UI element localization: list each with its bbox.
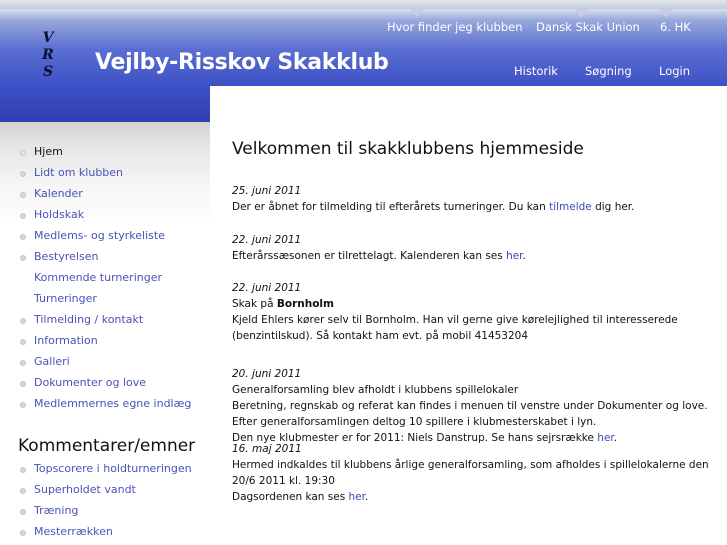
news-text: Efter generalforsamlingen deltog 10 spillere i klubmesterskabet i lyn. xyxy=(232,416,597,428)
nav-soegning[interactable]: Søgning xyxy=(585,64,632,78)
top-strip xyxy=(0,0,727,9)
sidebar-item[interactable]: Tilmelding / kontakt xyxy=(20,312,191,333)
sidebar-item[interactable]: Medlemmernes egne indlæg xyxy=(20,396,191,417)
sidebar-item[interactable]: Dokumenter og love xyxy=(20,375,191,396)
comment-topic-item[interactable]: Topscorere i holdturneringen xyxy=(20,461,192,482)
logo-letter: R xyxy=(42,47,54,63)
sidebar-item[interactable]: Turneringer xyxy=(34,292,97,305)
news-text: Skak på xyxy=(232,298,277,310)
caret-down-icon xyxy=(659,9,673,17)
sidebar-item[interactable]: Lidt om klubben xyxy=(20,165,191,186)
news-line xyxy=(232,398,708,414)
news-text: Dagsordenen kan ses xyxy=(232,491,349,503)
news-line xyxy=(232,296,692,312)
news-line xyxy=(232,328,692,344)
news-text: (benzintilskud). Så kontakt ham evt. på mobil 41453204 xyxy=(232,330,529,342)
nav-historik[interactable]: Historik xyxy=(514,64,558,78)
news-item xyxy=(232,280,692,344)
news-link[interactable]: her xyxy=(348,491,365,503)
news-text: Generalforsamling blev afholdt i klubbens spillelokaler xyxy=(232,384,519,396)
sidebar-menu xyxy=(20,144,191,417)
news-text: dig her. xyxy=(591,201,635,213)
sidebar-item[interactable]: Medlems- og styrkeliste xyxy=(20,228,191,249)
news-item xyxy=(232,232,692,264)
nav-dansk-skak-union[interactable]: Dansk Skak Union xyxy=(536,20,640,34)
news-item xyxy=(232,183,692,215)
news-date: 16. maj 2011 xyxy=(232,443,302,455)
sidebar-item[interactable]: Kommende turneringer xyxy=(34,271,162,284)
news-text: Der er åbnet for tilmelding til efterårets turneringer. Du kan xyxy=(232,201,550,213)
news-link[interactable]: tilmelde xyxy=(549,201,592,213)
comment-topic-item[interactable]: Træning xyxy=(20,503,192,524)
sidebar-item[interactable]: Galleri xyxy=(20,354,191,375)
caret-down-icon xyxy=(410,9,424,17)
news-text: Efterårssæsonen er tilrettelagt. Kalenderen kan ses xyxy=(232,250,507,262)
news-text: . xyxy=(522,250,526,262)
page-title: Velkommen til skakklubbens hjemmeside xyxy=(232,139,584,159)
news-item xyxy=(232,441,709,505)
site-title[interactable]: Vejlby-Risskov Skakklub xyxy=(95,50,389,75)
logo-letter: S xyxy=(42,64,54,80)
news-link[interactable]: her xyxy=(597,432,614,444)
news-text: Den nye klubmester er for 2011: Niels Danstrup. Se hans sejrsrække xyxy=(232,432,598,444)
news-line xyxy=(232,312,692,328)
comment-topic-item[interactable]: Superholdet vandt xyxy=(20,482,192,503)
news-text: 20/6 2011 kl. 19:30 xyxy=(232,475,335,487)
news-line xyxy=(232,473,692,489)
sidebar-item[interactable]: Information xyxy=(20,333,191,354)
sidebar-item[interactable]: Kalender xyxy=(20,186,191,207)
news-line xyxy=(232,489,692,505)
logo-letter: V xyxy=(42,30,54,46)
club-logo[interactable] xyxy=(38,30,58,81)
sidebar-item[interactable]: Bestyrelsen xyxy=(20,249,191,270)
news-line xyxy=(232,199,692,215)
comments-menu xyxy=(20,461,192,545)
nav-login[interactable]: Login xyxy=(659,64,691,78)
news-item xyxy=(232,366,708,446)
news-date: 22. juni 2011 xyxy=(232,282,302,294)
sidebar-item[interactable]: Holdskak xyxy=(20,207,191,228)
news-line xyxy=(232,414,692,430)
news-link[interactable]: her xyxy=(506,250,523,262)
news-date: 25. juni 2011 xyxy=(232,185,302,197)
news-line xyxy=(232,382,692,398)
comment-topic-item[interactable]: Mesterrækken xyxy=(20,524,192,545)
news-line xyxy=(232,457,709,473)
news-line xyxy=(232,248,692,264)
news-bold-text: Bornholm xyxy=(276,298,334,310)
news-date: 20. juni 2011 xyxy=(232,368,302,380)
nav-hvor-finder-jeg-klubben[interactable]: Hvor finder jeg klubben xyxy=(387,20,523,34)
caret-down-icon xyxy=(574,9,588,17)
news-date: 22. juni 2011 xyxy=(232,234,302,246)
news-text: Hermed indkaldes til klubbens årlige generalforsamling, som afholdes i spillelokalerne den xyxy=(232,459,709,471)
news-text: Beretning, regnskab og referat kan findes i menuen til venstre under Dokumenter og love. xyxy=(232,400,708,412)
comments-heading: Kommentarer/emner xyxy=(18,436,196,456)
nav-6-hk[interactable]: 6. HK xyxy=(660,20,691,34)
news-text: . xyxy=(613,432,618,444)
sidebar-item[interactable]: Hjem xyxy=(20,144,191,165)
news-text: Kjeld Ehlers kører selv til Bornholm. Han vil gerne give kørelejlighed til interesserede xyxy=(232,314,678,326)
news-text: . xyxy=(364,491,369,503)
